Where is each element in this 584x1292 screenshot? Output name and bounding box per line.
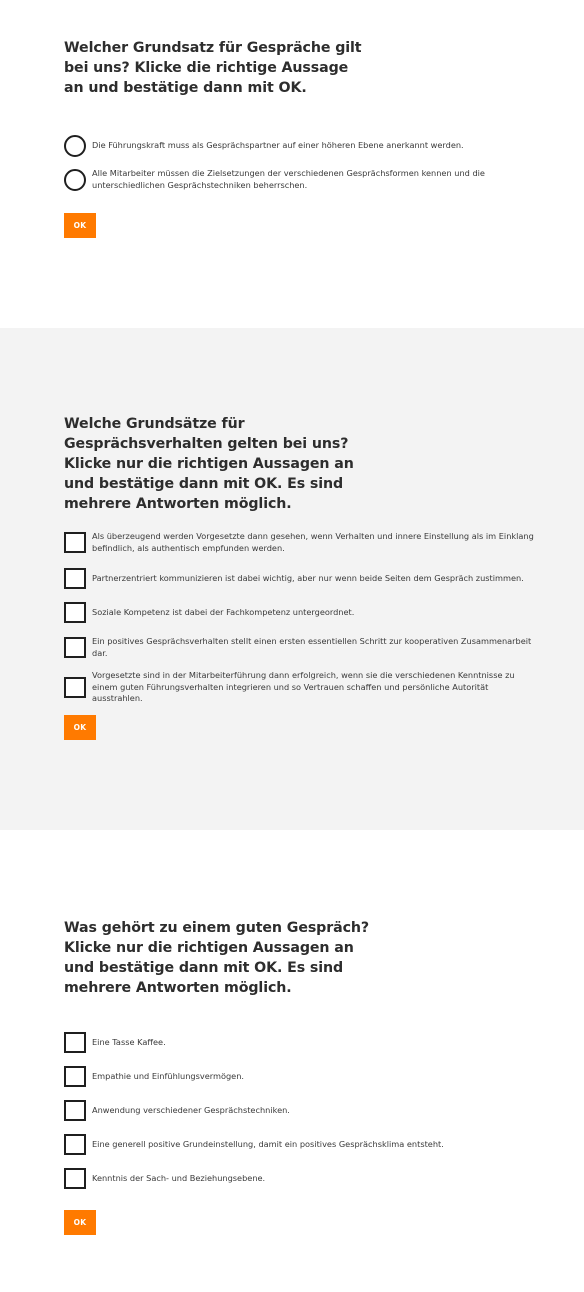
checkbox-option[interactable] xyxy=(64,531,534,554)
checkbox-option[interactable] xyxy=(64,670,534,705)
checkbox-option[interactable] xyxy=(64,568,534,589)
option-label: Als überzeugend werden Vorgesetzte dann gesehen, wenn Verhalten und innere Einstellung als im Einklang befindlich, als authentisch empfunden werden. xyxy=(92,531,534,553)
checkbox[interactable] xyxy=(64,1032,86,1053)
ok-button[interactable]: OK xyxy=(64,715,96,740)
checkbox-option[interactable] xyxy=(64,1100,534,1121)
checkbox[interactable] xyxy=(64,1168,86,1189)
checkbox[interactable] xyxy=(64,677,86,698)
checkbox-option[interactable] xyxy=(64,602,534,623)
ok-button[interactable]: OK xyxy=(64,1210,96,1235)
checkbox-option[interactable] xyxy=(64,1032,534,1053)
checkbox[interactable] xyxy=(64,568,86,589)
quiz-section-2 xyxy=(0,328,584,830)
checkbox[interactable] xyxy=(64,602,86,623)
checkbox-option[interactable] xyxy=(64,1066,534,1087)
radio-option[interactable] xyxy=(64,135,534,157)
ok-button[interactable]: OK xyxy=(64,213,96,238)
checkbox[interactable] xyxy=(64,1134,86,1155)
option-label: Alle Mitarbeiter müssen die Zielsetzungen der verschiedenen Gesprächsformen kennen und die unterschiedlichen Gesprächstechniken beherrschen. xyxy=(92,168,485,190)
option-label: Die Führungskraft muss als Gesprächspartner auf einer höheren Ebene anerkannt werden. xyxy=(92,140,464,151)
radio-button[interactable] xyxy=(64,169,86,191)
radio-option[interactable] xyxy=(64,168,534,191)
option-label: Partnerzentriert kommunizieren ist dabei wichtig, aber nur wenn beide Seiten dem Gespräch zustimmen. xyxy=(92,572,524,583)
option-label: Empathie und Einfühlungsvermögen. xyxy=(92,1070,244,1081)
option-label: Anwendung verschiedener Gesprächstechniken. xyxy=(92,1104,290,1115)
question-1: Welcher Grundsatz für Gespräche gilt bei uns? Klicke die richtige Aussage an und bestätige dann mit OK. xyxy=(64,40,362,96)
quiz-section-1 xyxy=(0,0,584,328)
quiz-section-3 xyxy=(0,830,584,1292)
option-label: Vorgesetzte sind in der Mitarbeiterführung dann erfolgreich, wenn sie die verschiedenen Kenntnisse zu einem guten Führungsverhalten integrieren und so Vertrauen schaffen und persönliche Autorität ausstrahlen. xyxy=(92,670,515,704)
checkbox[interactable] xyxy=(64,532,86,553)
radio-button[interactable] xyxy=(64,135,86,157)
checkbox-option[interactable] xyxy=(64,636,534,659)
option-label: Eine generell positive Grundeinstellung, damit ein positives Gesprächsklima entsteht. xyxy=(92,1138,444,1149)
question-3: Was gehört zu einem guten Gespräch? Klicke nur die richtigen Aussagen an und bestätige dann mit OK. Es sind mehrere Antworten möglich. xyxy=(64,920,370,996)
option-label: Ein positives Gesprächsverhalten stellt einen ersten essentiellen Schritt zur kooperativen Zusammenarbeit dar. xyxy=(92,636,532,658)
checkbox[interactable] xyxy=(64,1066,86,1087)
checkbox[interactable] xyxy=(64,637,86,658)
option-label: Kenntnis der Sach- und Beziehungsebene. xyxy=(92,1172,266,1183)
checkbox-option[interactable] xyxy=(64,1134,534,1155)
option-label: Soziale Kompetenz ist dabei der Fachkompetenz untergeordnet. xyxy=(92,606,355,617)
question-2: Welche Grundsätze für Gesprächsverhalten gelten bei uns? Klicke nur die richtigen Aussagen an und bestätige dann mit OK. Es sind mehrere Antworten möglich. xyxy=(64,416,354,512)
checkbox[interactable] xyxy=(64,1100,86,1121)
option-label: Eine Tasse Kaffee. xyxy=(92,1036,166,1047)
checkbox-option[interactable] xyxy=(64,1168,534,1189)
